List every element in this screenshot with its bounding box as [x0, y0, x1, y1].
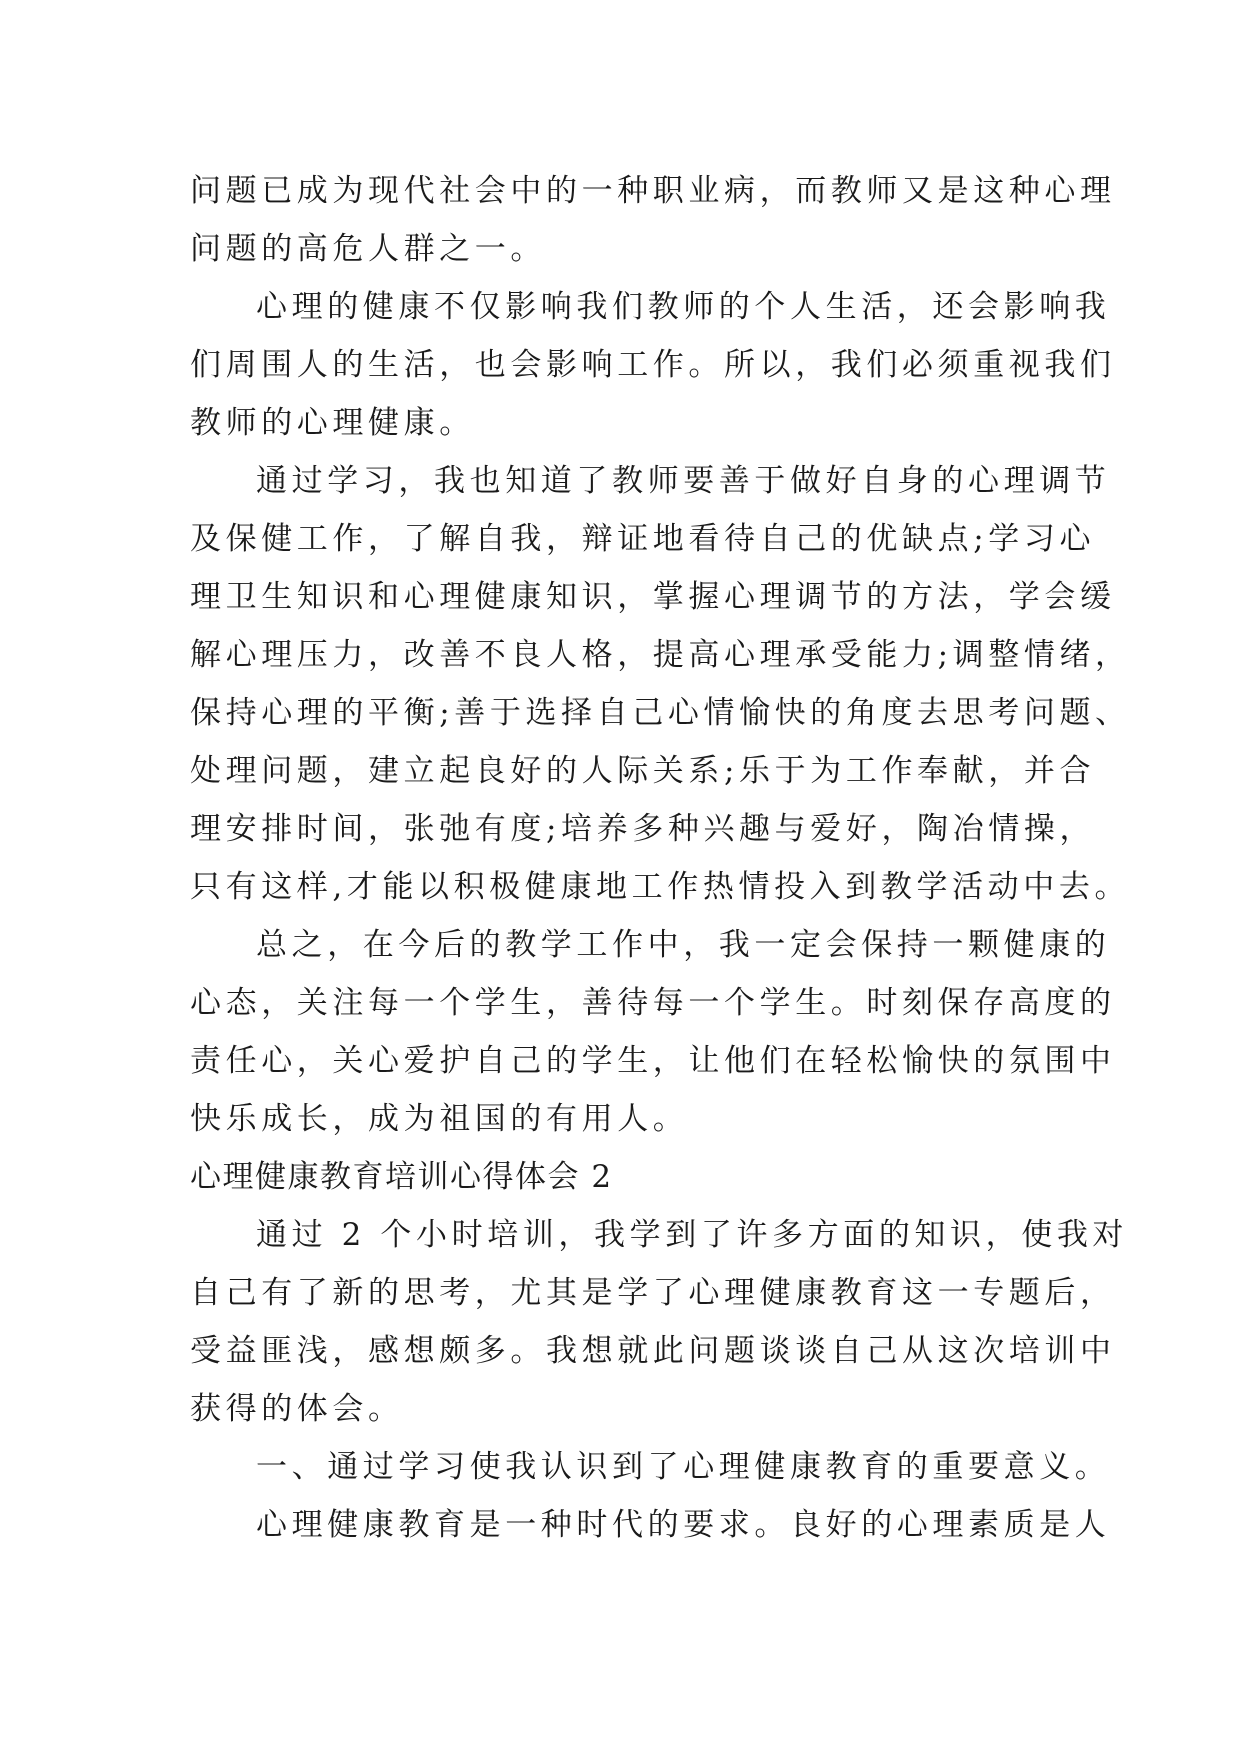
- text-line: 问题的高危人群之一。: [190, 231, 546, 267]
- text-line: 获得的体会。: [190, 1391, 404, 1427]
- paragraph-start-line: 一、通过学习使我认识到了心理健康教育的重要意义。: [256, 1449, 1111, 1485]
- paragraph-start-line: 通过学习，我也知道了教师要善于做好自身的心理调节: [256, 463, 1111, 499]
- text-line: 解心理压力，改善不良人格，提高心理承受能力;调整情绪，: [190, 637, 1131, 673]
- text-line: 教师的心理健康。: [190, 405, 475, 441]
- text-line: 快乐成长，成为祖国的有用人。: [190, 1101, 689, 1137]
- document-body: [190, 162, 1131, 1554]
- text-line: 责任心，关心爱护自己的学生，让他们在轻松愉快的氛围中: [190, 1043, 1116, 1079]
- text-line: 问题已成为现代社会中的一种职业病，而教师又是这种心理: [190, 173, 1116, 209]
- text-line: 理安排时间，张弛有度;培养多种兴趣与爱好，陶冶情操，: [190, 811, 1096, 847]
- section-heading: 心理健康教育培训心得体会 2: [190, 1159, 613, 1195]
- text-line: 心态，关注每一个学生，善待每一个学生。时刻保存高度的: [190, 985, 1116, 1021]
- paragraph-start-line: 总之，在今后的教学工作中，我一定会保持一颗健康的: [256, 927, 1111, 963]
- text-line: 自己有了新的思考，尤其是学了心理健康教育这一专题后，: [190, 1275, 1116, 1311]
- text-line: 理卫生知识和心理健康知识，掌握心理调节的方法，学会缓: [190, 579, 1116, 615]
- text-line: 们周围人的生活，也会影响工作。所以，我们必须重视我们: [190, 347, 1116, 383]
- paragraph-start-line: 通过 2 个小时培训，我学到了许多方面的知识，使我对: [256, 1217, 1129, 1253]
- text-line: 及保健工作，了解自我，辩证地看待自己的优缺点;学习心: [190, 521, 1096, 557]
- paragraph-start-line: 心理的健康不仅影响我们教师的个人生活，还会影响我: [256, 289, 1111, 325]
- text-line: 受益匪浅，感想颇多。我想就此问题谈谈自己从这次培训中: [190, 1333, 1116, 1369]
- text-line: 处理问题，建立起良好的人际关系;乐于为工作奉献，并合: [190, 753, 1096, 789]
- text-line: 只有这样,才能以积极健康地工作热情投入到教学活动中去。: [190, 869, 1131, 905]
- text-line: 保持心理的平衡;善于选择自己心情愉快的角度去思考问题、: [190, 695, 1131, 731]
- paragraph-start-line: 心理健康教育是一种时代的要求。良好的心理素质是人: [256, 1507, 1111, 1543]
